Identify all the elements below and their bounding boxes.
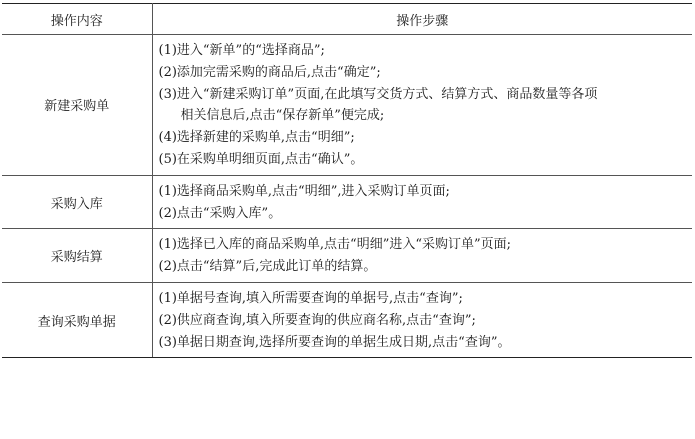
header-steps: 操作步骤 (152, 4, 692, 35)
step-line: (1)选择已入库的商品采购单,点击“明细”进入“采购订单”页面; (158, 237, 512, 253)
table-row-new-purchase-order (2, 35, 692, 176)
step-line: (4)选择新建的采购单,点击“明细”; (158, 130, 355, 146)
table-row-query-purchase-documents (2, 282, 692, 357)
operation-cell: 采购结算 (2, 229, 152, 283)
steps-cell (152, 35, 692, 176)
step-line: (1)进入“新单”的“选择商品”; (158, 43, 325, 58)
table-header-row (2, 4, 692, 35)
step-line: (3)单据日期查询,选择所要查询的单据生成日期,点击“查询”。 (158, 334, 511, 350)
step-line: (3)进入“新建采购订单”页面,在此填写交货方式、结算方式、商品数量等各项 (158, 86, 598, 102)
operation-cell: 查询采购单据 (2, 282, 152, 357)
steps-cell (152, 175, 692, 229)
step-line: (2)供应商查询,填入所要查询的供应商名称,点击“查询”; (158, 312, 476, 328)
steps-cell (152, 229, 692, 283)
operation-cell: 新建采购单 (2, 35, 152, 176)
header-operation: 操作内容 (2, 4, 152, 35)
step-line: (5)在采购单明细页面,点击“确认”。 (158, 151, 364, 167)
operation-cell: 采购入库 (2, 175, 152, 229)
step-line: (2)添加完需采购的商品后,点击“确定”; (158, 64, 381, 80)
operations-table (2, 3, 692, 358)
step-line-continuation: 相关信息后,点击“保存新单”便完成; (180, 108, 385, 124)
steps-cell (152, 282, 692, 357)
table-row-purchase-warehousing (2, 175, 692, 229)
step-line: (1)单据号查询,填入所需要查询的单据号,点击“查询”; (158, 290, 463, 306)
table-row-purchase-settlement (2, 229, 692, 283)
step-line: (2)点击“采购入库”。 (158, 205, 282, 221)
step-line: (1)选择商品采购单,点击“明细”,进入采购订单页面; (158, 183, 450, 199)
step-line: (2)点击“结算”后,完成此订单的结算。 (158, 259, 377, 275)
